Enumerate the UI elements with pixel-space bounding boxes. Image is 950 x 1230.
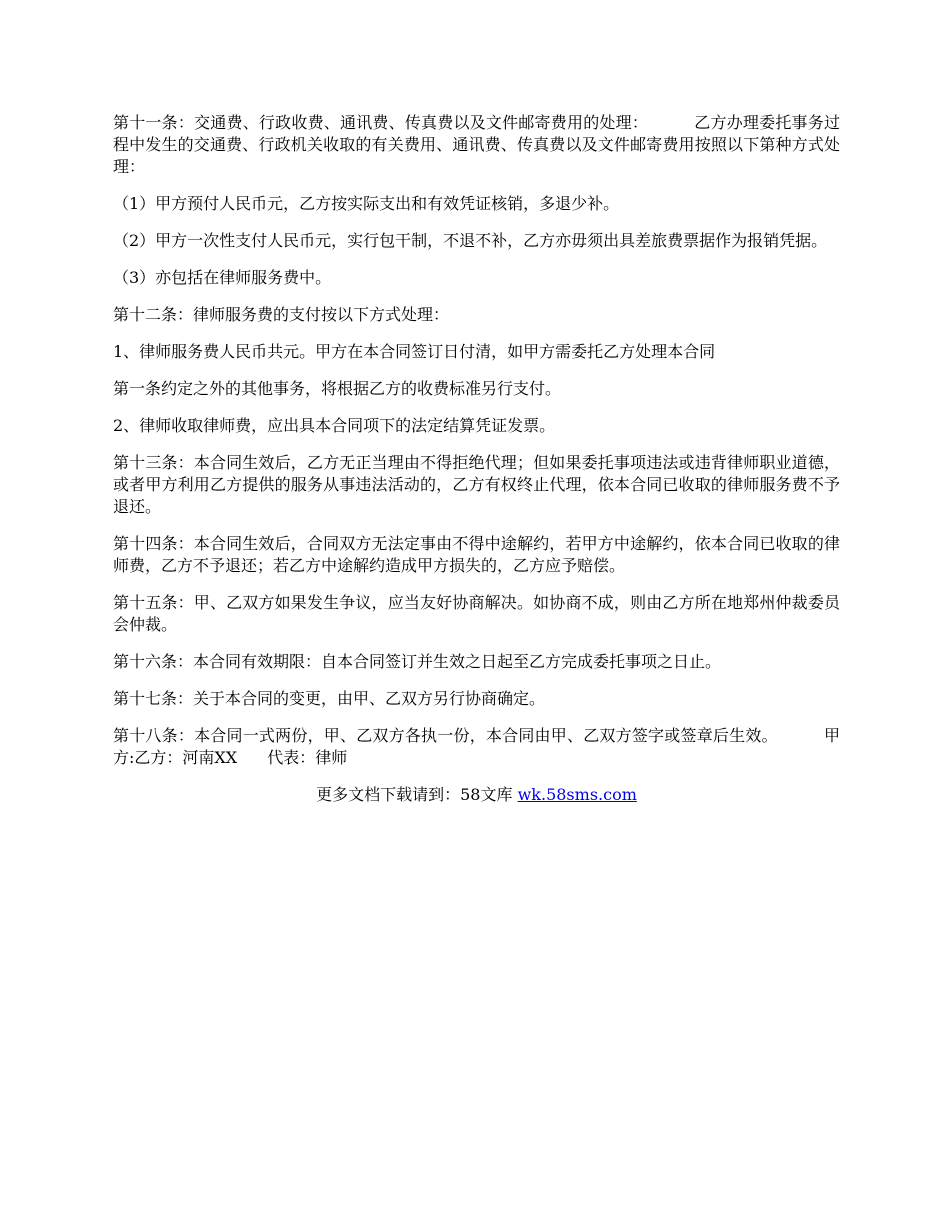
article-11 xyxy=(113,112,840,178)
document-page xyxy=(113,112,840,806)
article-11-option-3: （3）亦包括在律师服务费中。 xyxy=(113,268,332,287)
article-12-heading: 第十二条：律师服务费的支付按以下方式处理： xyxy=(113,305,450,324)
article-18 xyxy=(113,725,840,769)
article-11-option-2: （2）甲方一次性支付人民币元，实行包干制，不退不补，乙方亦毋须出具差旅费票据作为报销凭据。 xyxy=(113,231,828,250)
article-17: 第十七条：关于本合同的变更，由甲、乙双方另行协商确定。 xyxy=(113,689,546,708)
download-footer xyxy=(113,784,840,806)
article-12-item-2: 2、律师收取律师费，应出具本合同项下的法定结算凭证发票。 xyxy=(113,416,556,435)
article-11-heading: 第十一条：交通费、行政收费、通讯费、传真费以及文件邮寄费用的处理： xyxy=(113,113,649,132)
article-18-parties: 甲方:乙方：河南XX xyxy=(113,726,840,767)
article-14: 第十四条：本合同生效后，合同双方无法定事由不得中途解约，若甲方中途解约，依本合同已收取的律师费，乙方不予退还；若乙方中途解约造成甲方损失的，乙方应予赔偿。 xyxy=(113,534,840,575)
article-11-body: 乙方办理委托事务过程中发生的交通费、行政机关收取的有关费用、通讯费、传真费以及文件邮寄费用按照以下第种方式处理： xyxy=(113,113,840,176)
article-13: 第十三条：本合同生效后，乙方无正当理由不得拒绝代理；但如果委托事项违法或违背律师职业道德，或者甲方利用乙方提供的服务从事违法活动的，乙方有权终止代理，依本合同已收取的律师服务费不予退还。 xyxy=(113,453,840,516)
article-18-representative: 代表：律师 xyxy=(267,748,348,767)
article-18-body: 第十八条：本合同一式两份，甲、乙双方各执一份，本合同由甲、乙双方签字或签章后生效。 xyxy=(113,726,778,745)
footer-link[interactable]: wk.58sms.com xyxy=(517,785,637,804)
article-11-option-1: （1）甲方预付人民币元，乙方按实际支出和有效凭证核销，多退少补。 xyxy=(113,194,620,213)
footer-text: 更多文档下载请到：58文库 xyxy=(316,785,513,804)
article-15: 第十五条：甲、乙双方如果发生争议，应当友好协商解决。如协商不成，则由乙方所在地郑州仲裁委员会仲裁。 xyxy=(113,593,840,634)
article-12-item-1a: 1、律师服务费人民币共元。甲方在本合同签订日付清，如甲方需委托乙方处理本合同 xyxy=(113,342,716,361)
article-12-item-1b: 第一条约定之外的其他事务，将根据乙方的收费标准另行支付。 xyxy=(113,379,562,398)
article-16: 第十六条：本合同有效期限：自本合同签订并生效之日起至乙方完成委托事项之日止。 xyxy=(113,652,722,671)
